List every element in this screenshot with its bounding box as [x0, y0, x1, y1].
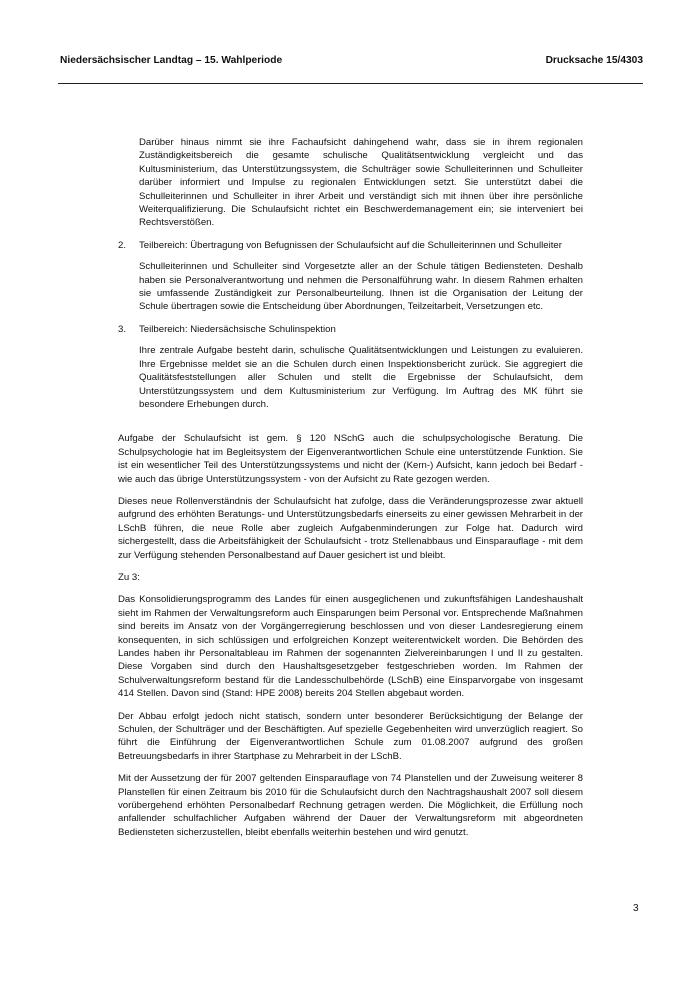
spacer — [118, 420, 583, 432]
list-item-3-title — [118, 323, 583, 336]
list-title: Teilbereich: Niedersächsische Schulinspektion — [139, 323, 336, 335]
list-number: 2. — [118, 239, 127, 251]
list-item-2-title — [118, 239, 583, 252]
paragraph-schulinspektion: Ihre zentrale Aufgabe besteht darin, schulische Qualitätsentwicklungen und Leistungen zu evaluieren. Ihre Ergebnisse meldet sie an die Schulen durch einen Inspektionsbericht zurück. Sie aggregiert die Qualitätsfeststellungen aller Schulen und stellt die Ergebnisse der Schulaufsicht, dem Unterstützungssystem und dem Kultusministerium zur Verfügung. Im Auftrag des MK führt sie besondere Erhebungen durch. — [139, 345, 583, 410]
paragraph-schulleitung: Schulleiterinnen und Schulleiter sind Vorgesetzte aller an der Schule tätigen Bediensteten. Deshalb haben sie Personalverantwortung und nehmen die Personalführung wahr. In diesem Rahmen erhalten sie umfassende Zuständigkeit zur Personalbeurteilung. Ihnen ist die Organisation der Leitung der Schule übertragen sowie die Entscheidung über Abordnungen, Teilzeitarbeit, Versetzungen etc. — [139, 261, 583, 313]
header-rule — [58, 83, 643, 84]
paragraph-aussetzung: Mit der Aussetzung der für 2007 geltenden Einsparauflage von 74 Planstellen und der Zuweisung weiterer 8 Planstellen für einen Zeitraum bis 2010 für die Schulaufsicht durch den Nachtragshaushalt 2007 soll diesem vorübergehend erhöhten Personalbedarf Rechnung getragen werden. Die Möglichkeit, die Erfüllung noch anfallender schulfachlicher Aufgaben während der Dauer der Verwaltungsreform mit abgeordneten Bediensteten sicherzustellen, bleibt ebenfalls weiterhin bestehen und wird genutzt. — [118, 773, 583, 838]
header-document-number: Drucksache 15/4303 — [545, 55, 643, 66]
page-number: 3 — [633, 903, 639, 914]
section-heading-zu-3: Zu 3: — [118, 571, 140, 583]
list-title: Teilbereich: Übertragung von Befugnissen der Schulaufsicht auf die Schulleiterinnen und Schulleiter — [139, 239, 562, 251]
page-header — [60, 55, 643, 66]
paragraph-abbau: Der Abbau erfolgt jedoch nicht statisch, sondern unter besonderer Berücksichtigung der Belange der Schulen, der Schulträger und der Beschäftigten. Auf spezielle Gegebenheiten wird unverzüglich reagiert. So führt die Einführung der Eigenverantwortlichen Schule zum 01.08.2007 aufgrund des großen Betreuungsbedarfs in ihrer Startphase zu Mehrarbeit in der LSchB. — [118, 710, 583, 762]
paragraph-konsolidierung: Das Konsolidierungsprogramm des Landes für einen ausgeglichenen und zukunftsfähigen Landeshaushalt sieht im Rahmen der Verwaltungsreform auch Einsparungen beim Personal vor. Entsprechende Maßnahmen sind bereits im Ansatz von der Vorgängerregierung beschlossen und von dieser Landesregierung einem konsequenten, in sich schlüssigen und erfolgreichen Konzept weiterentwickelt worden. Die Behörden des Landes haben ihr Personaltableau im Rahmen der sogenannten Zielvereinbarungen I und II zu gestalten. Diese Vorgaben sind durch den Haushaltsgesetzgeber festgeschrieben worden. Im Rahmen der Schulverwaltungsreform bestand für die Landesschulbehörde (LSchB) eine Einsparvorgabe von insgesamt 414 Stellen. Davon sind (Stand: HPE 2008) bereits 204 Stellen abgebaut worden. — [118, 594, 583, 700]
paragraph-fachaufsicht: Darüber hinaus nimmt sie ihre Fachaufsicht dahingehend wahr, dass sie in ihrem regionalen Zuständigkeitsbereich die gesamte schulische Qualitätsentwicklung vergleicht und das Kultusministerium, das Unterstützungssystem, die Schulträger sowie Schulleiterinnen und Schulleiter darüber informiert und Impulse zu regionalen Entwicklungen setzt. Sie unterstützt dabei die Schulleiterinnen und Schulleiter in ihrer Arbeit und verständigt sich mit ihnen über ihre persönliche Weiterqualifizierung. Die Schulaufsicht richtet ein Beschwerdemanagement ein; sie interveniert bei Rechtsverstößen. — [139, 137, 583, 229]
list-number: 3. — [118, 323, 127, 335]
header-parliament: Niedersächsischer Landtag – 15. Wahlperiode — [60, 55, 283, 66]
paragraph-rollenverstaendnis: Dieses neue Rollenverständnis der Schulaufsicht hat zufolge, dass die Veränderungsprozesse zwar aktuell aufgrund des erhöhten Beratungs- und Unterstützungsbedarfs einerseits zu einer gewissen Mehrarbeit in der LSchB führen, die neue Rolle aber zugleich Aufgabenminderungen zur Folge hat. Dadurch wird sichergestellt, dass die Arbeitsfähigkeit der Schulaufsicht - trotz Stellenabbaus und Einsparauflage - mit dem zur Verfügung stehenden Personalbestand auf Dauer gesichert ist und bleibt. — [118, 495, 583, 561]
document-body — [118, 136, 583, 848]
paragraph-schulpsychologie: Aufgabe der Schulaufsicht ist gem. § 120 NSchG auch die schulpsychologische Beratung. Die Schulpsychologie hat im Begleitsystem der Eigenverantwortlichen Schule eine unterstützende Funktion. Sie ist ein wesentlicher Teil des Unterstützungssystems und nicht der (Kern-) Aufsicht, kann jedoch bei Bedarf - wie auch das übrige Unterstützungssystem - von der Aufsicht zu Rate gezogen werden. — [118, 433, 583, 485]
